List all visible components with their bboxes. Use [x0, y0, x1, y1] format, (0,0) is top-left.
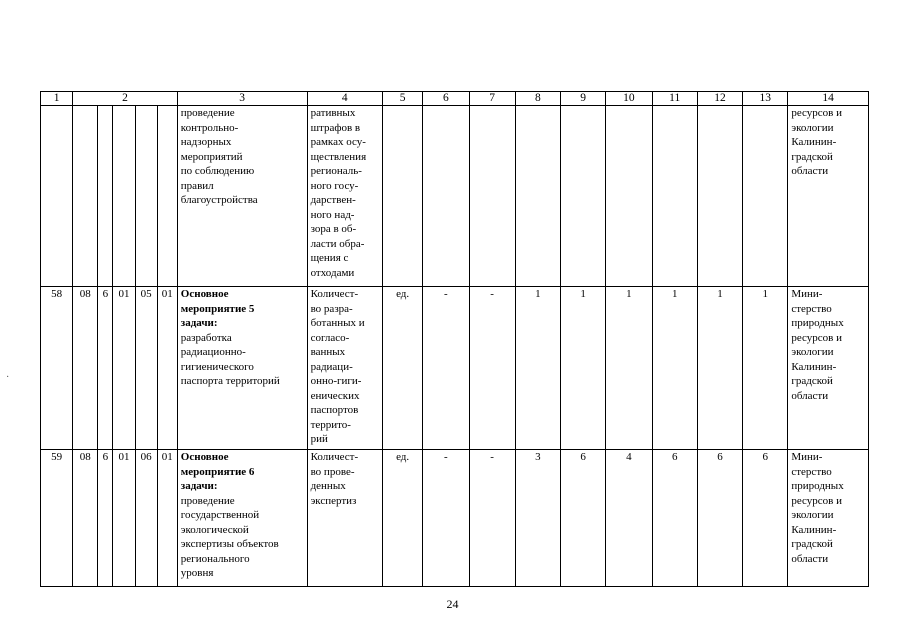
- value-cell: [606, 106, 652, 287]
- header-cell: 2: [73, 92, 178, 106]
- code-part: [98, 106, 113, 287]
- page-number: 24: [446, 597, 459, 611]
- code-part: 06: [135, 450, 157, 587]
- code-part: 01: [157, 287, 177, 450]
- value-cell: 4: [606, 450, 652, 587]
- header-cell: 6: [423, 92, 469, 106]
- code-part: 05: [135, 287, 157, 450]
- unit-cell: ед.: [383, 287, 423, 450]
- value-cell: 3: [515, 450, 560, 587]
- value-cell: -: [423, 287, 469, 450]
- activity-title: Основное мероприятие 6 задачи:: [180, 451, 255, 492]
- header-cell: 14: [788, 92, 869, 106]
- table-row: [41, 287, 869, 450]
- activity-cell: [177, 450, 307, 587]
- indicator-cell: Количест- во прове- денных экспертиз: [307, 450, 382, 587]
- code-part: [135, 106, 157, 287]
- table-row: [41, 106, 869, 287]
- value-cell: 1: [697, 287, 742, 450]
- row-number: 58: [41, 287, 73, 450]
- indicator-cell: Количест- во разра- ботанных и согласо- ванных радиаци- онно-гиги- енических паспортов террито- рий: [307, 287, 382, 450]
- value-cell: [423, 106, 469, 287]
- code-part: 6: [98, 287, 113, 450]
- value-cell: -: [469, 287, 515, 450]
- code-part: 01: [113, 450, 135, 587]
- responsible-cell: Мини- стерство природных ресурсов и экологии Калинин- градской области: [788, 450, 869, 587]
- value-cell: -: [469, 450, 515, 587]
- header-cell: 9: [561, 92, 606, 106]
- value-cell: 6: [561, 450, 606, 587]
- header-cell: 8: [515, 92, 560, 106]
- activity-description: проведение контрольно- надзорных мероприятий по соблюдению правил благоустройства: [180, 107, 258, 206]
- header-cell: 7: [469, 92, 515, 106]
- code-part: [157, 106, 177, 287]
- header-row: [41, 92, 869, 106]
- header-cell: 12: [697, 92, 742, 106]
- code-part: 08: [73, 287, 98, 450]
- header-cell: 4: [307, 92, 382, 106]
- header-cell: 10: [606, 92, 652, 106]
- header-cell: 1: [41, 92, 73, 106]
- responsible-cell: ресурсов и экологии Калинин- градской области: [788, 106, 869, 287]
- row-number: [41, 106, 73, 287]
- value-cell: [515, 106, 560, 287]
- value-cell: [697, 106, 742, 287]
- value-cell: [743, 106, 788, 287]
- value-cell: -: [423, 450, 469, 587]
- unit-cell: ед.: [383, 450, 423, 587]
- activity-description: разработка радиационно- гигиенического паспорта территорий: [180, 331, 280, 387]
- row-number: 59: [41, 450, 73, 587]
- code-part: 6: [98, 450, 113, 587]
- header-cell: 13: [743, 92, 788, 106]
- value-cell: 1: [515, 287, 560, 450]
- header-cell: 11: [652, 92, 697, 106]
- value-cell: [561, 106, 606, 287]
- value-cell: 1: [652, 287, 697, 450]
- scan-speck: ·: [6, 372, 10, 383]
- value-cell: [469, 106, 515, 287]
- value-cell: 1: [606, 287, 652, 450]
- header-cell: 3: [177, 92, 307, 106]
- value-cell: [652, 106, 697, 287]
- code-part: 01: [157, 450, 177, 587]
- responsible-cell: Мини- стерство природных ресурсов и экологии Калинин- градской области: [788, 287, 869, 450]
- value-cell: 6: [697, 450, 742, 587]
- activity-title: Основное мероприятие 5 задачи:: [180, 288, 255, 329]
- value-cell: 1: [743, 287, 788, 450]
- activity-description: проведение государственной экологической экспертизы объектов регионального уровня: [180, 494, 279, 579]
- code-part: 08: [73, 450, 98, 587]
- value-cell: 1: [561, 287, 606, 450]
- header-cell: 5: [383, 92, 423, 106]
- code-part: 01: [113, 287, 135, 450]
- value-cell: 6: [743, 450, 788, 587]
- unit-cell: [383, 106, 423, 287]
- code-part: [73, 106, 98, 287]
- code-part: [113, 106, 135, 287]
- value-cell: 6: [652, 450, 697, 587]
- indicator-cell: ративных штрафов в рамках осу- ществления региональ- ного госу- дарствен- ного над- зора в об- ласти обра- щения с отходами: [307, 106, 382, 287]
- program-table: [40, 91, 869, 587]
- activity-cell: [177, 106, 307, 287]
- table-row: [41, 450, 869, 587]
- activity-cell: [177, 287, 307, 450]
